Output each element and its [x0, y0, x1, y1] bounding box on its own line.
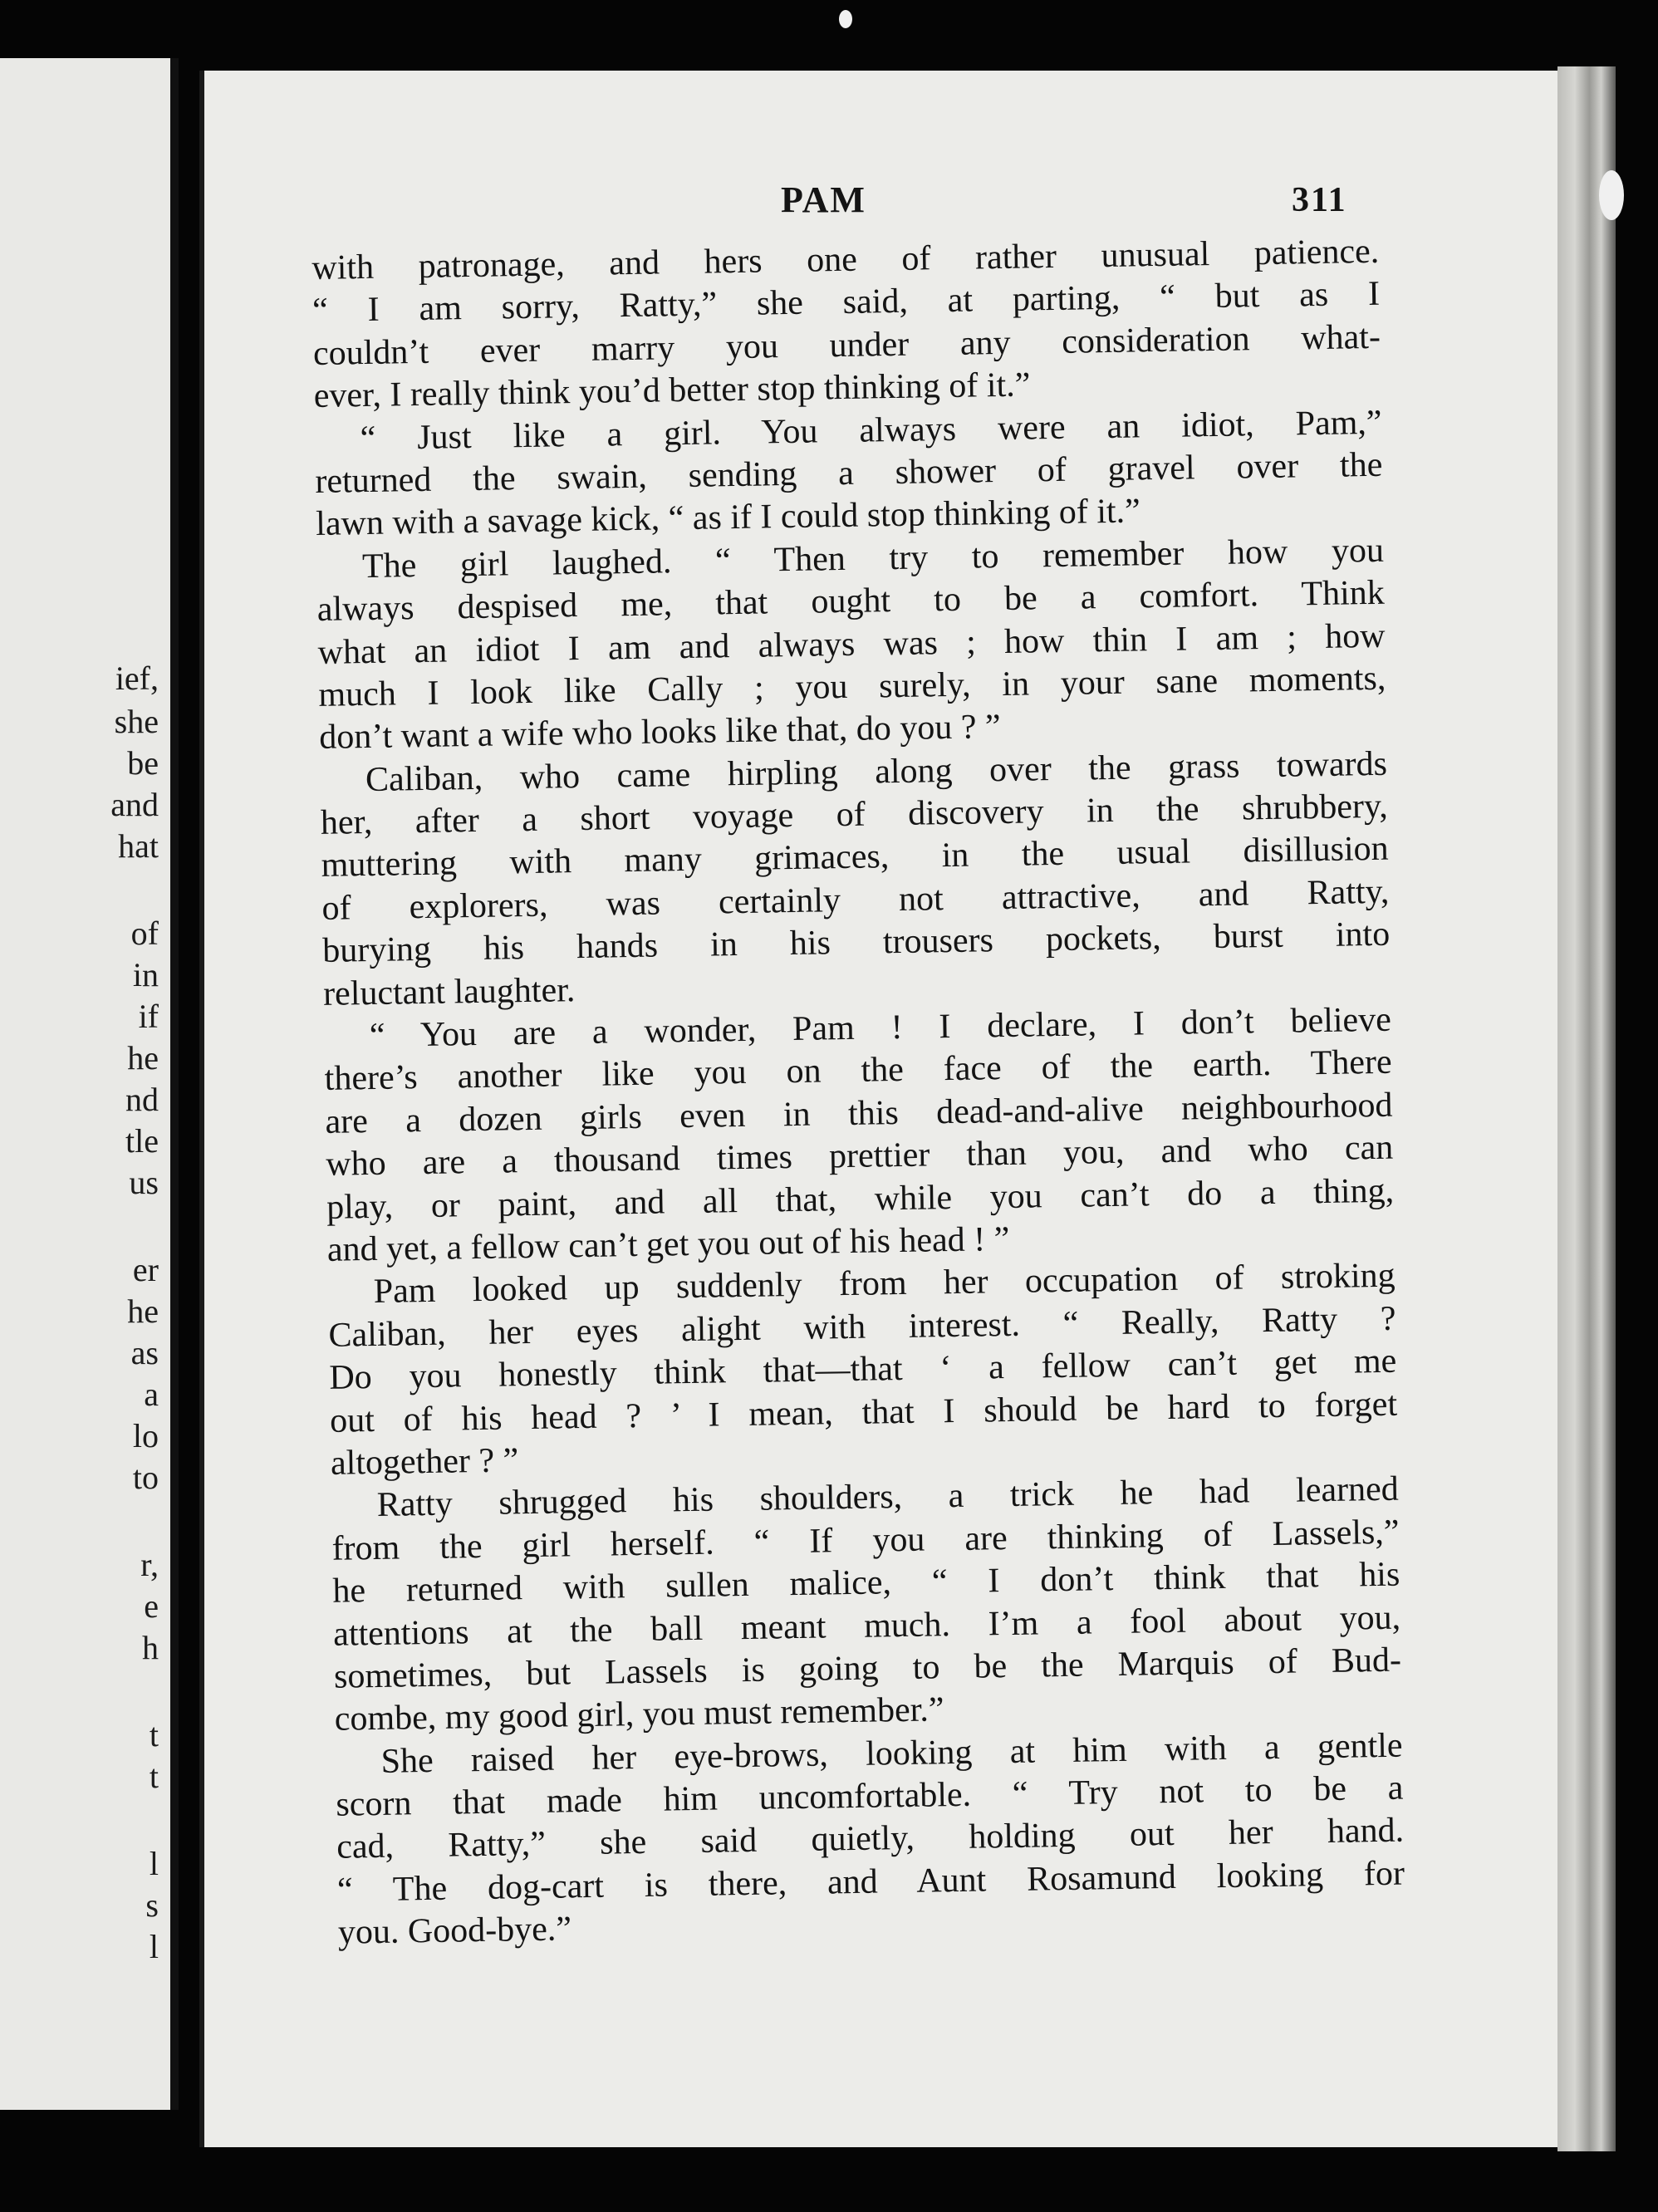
text-line: burying his hands in his trousers pockets, burst into: [321, 915, 1391, 971]
left-fragment: nd: [125, 1081, 159, 1118]
left-fragment: er: [132, 1251, 159, 1288]
left-fragment: e: [144, 1587, 159, 1625]
text-line: Ratty shrugged his shoulders, a trick he had learned: [376, 1469, 1400, 1525]
body-text: [311, 231, 1405, 1955]
text-line: play, or paint, and all that, while you can’t do a thing,: [326, 1171, 1395, 1227]
text-line: don’t want a wife who looks like that, do you ? ”: [318, 708, 1001, 758]
text-line: combe, my good girl, you must remember.”: [334, 1690, 944, 1739]
text-line: altogether ? ”: [330, 1441, 519, 1483]
left-fragment: be: [127, 744, 159, 782]
text-line: always despised me, that ought to be a comfort. Think: [316, 573, 1386, 630]
left-fragment: ief,: [115, 660, 159, 697]
text-line: lawn with a savage kick, “ as if I could stop thinking of it.”: [315, 492, 1141, 544]
text-line: “ The dog-cart is there, and Aunt Rosamund looking for: [336, 1854, 1405, 1910]
left-fragment: he: [127, 1039, 159, 1077]
left-fragment: s: [145, 1886, 159, 1924]
left-fragment: hat: [118, 827, 159, 865]
text-line: muttering with many grimaces, in the usual disillusion: [321, 830, 1389, 885]
text-line: are a dozen girls even in this dead-and-alive neighbourhood: [325, 1086, 1393, 1141]
left-fragment: r,: [140, 1546, 159, 1583]
text-line: “ I am sorry, Ratty,” she said, at parting, “ but as I: [311, 275, 1381, 331]
text-line: scorn that made him uncomfortable. “ Try not to be a: [336, 1768, 1404, 1824]
text-line: Pam looked up suddenly from her occupation of stroking: [373, 1257, 1396, 1312]
text-line: sometimes, but Lassels is going to be the Marquis of Bud-: [333, 1641, 1402, 1696]
text-line: what an idiot I am and always was ; how thin I am ; how: [317, 616, 1386, 672]
left-fragment: h: [142, 1629, 159, 1666]
text-line: who are a thousand times prettier than you, and who can: [325, 1128, 1394, 1184]
text-line: Caliban, who came hirpling along over the grass towards: [365, 744, 1388, 799]
left-fragment: l: [149, 1845, 159, 1882]
left-fragment: l: [149, 1928, 159, 1965]
running-head-title: PAM: [781, 179, 866, 220]
left-page: [0, 58, 179, 2110]
left-fragment: as: [130, 1334, 159, 1371]
left-fragment: she: [114, 703, 159, 740]
left-fragment: if: [138, 998, 159, 1035]
text-line: She raised her eye-brows, looking at him with a gentle: [380, 1726, 1403, 1781]
text-line: he returned with sullen malice, “ I don’t think that his: [332, 1555, 1400, 1611]
text-line: returned the swain, sending a shower of gravel over the: [315, 445, 1383, 501]
left-fragment: of: [130, 915, 159, 952]
left-fragment: in: [132, 956, 159, 993]
left-fragment: tle: [125, 1122, 159, 1160]
text-line: there’s another like you on the face of the earth. There: [324, 1043, 1392, 1099]
left-fragment: us: [129, 1164, 159, 1201]
page-number: 311: [1292, 181, 1347, 219]
text-line: reluctant laughter.: [322, 970, 576, 1013]
text-line: The girl laughed. “ Then try to remember how you: [361, 531, 1385, 586]
left-fragment: t: [149, 1758, 159, 1795]
running-head: [199, 179, 1557, 228]
left-fragment: to: [132, 1459, 159, 1496]
text-line: cad, Ratty,” she said quietly, holding out her hand.: [336, 1812, 1405, 1867]
text-line: ever, I really think you’d better stop thinking of it.”: [313, 365, 1031, 416]
text-line: “ You are a wonder, Pam ! I declare, I don’t believe: [369, 1000, 1392, 1056]
text-line: you. Good-bye.”: [337, 1910, 572, 1952]
text-line: her, after a short voyage of discovery in the shrubbery,: [320, 787, 1389, 842]
text-line: attentions at the ball meant much. I’m a fool about you,: [332, 1598, 1401, 1654]
text-line: and yet, a fellow can’t get you out of his head ! ”: [326, 1219, 1010, 1269]
text-line: Do you honestly think that—that ‘ a fellow can’t get me: [329, 1341, 1397, 1397]
dust-speck: [839, 10, 852, 28]
left-fragment: t: [149, 1716, 159, 1753]
text-line: couldn’t ever marry you under any consideration what-: [312, 317, 1381, 373]
left-fragment: a: [144, 1376, 159, 1413]
left-fragment: and: [110, 786, 159, 823]
left-fragment: lo: [132, 1417, 159, 1454]
left-fragment: he: [127, 1292, 159, 1330]
text-line: of explorers, was certainly not attractive, and Ratty,: [321, 872, 1390, 928]
left-page-text-fragments: [0, 58, 170, 2110]
text-line: “ Just like a girl. You always were an idiot, Pam,”: [360, 403, 1382, 458]
dust-speck: [1599, 170, 1624, 220]
text-line: out of his head ? ’ I mean, that I should be hard to forget: [329, 1385, 1398, 1440]
text-line: with patronage, and hers one of rather unusual patience.: [311, 232, 1380, 287]
text-line: from the girl herself. “ If you are thinking of Lassels,”: [331, 1513, 1400, 1568]
text-line: Caliban, her eyes alight with interest. “ Really, Ratty ?: [328, 1299, 1396, 1355]
text-line: much I look like Cally ; you surely, in your sane moments,: [318, 659, 1386, 714]
page-edge-stack: [1557, 66, 1616, 2151]
